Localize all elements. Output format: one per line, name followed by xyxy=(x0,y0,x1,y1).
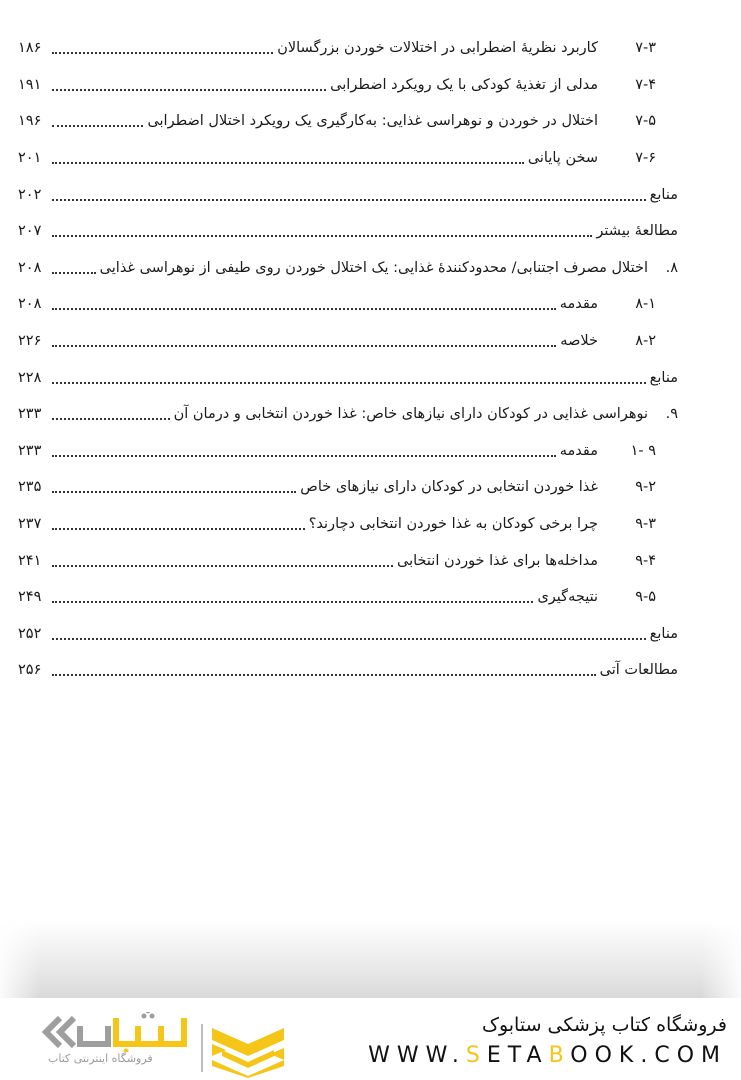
dot-leader xyxy=(52,368,646,388)
toc-entry-number: ۹ -۱ xyxy=(630,442,656,459)
dot-leader xyxy=(52,38,273,58)
toc-entry[interactable] xyxy=(18,542,678,579)
setabook-chevron-logo-icon xyxy=(212,1020,284,1078)
toc-entry[interactable] xyxy=(18,506,678,543)
toc-entry-number: ۷-۴ xyxy=(635,76,656,93)
url-part: OOK.COM xyxy=(570,1043,727,1068)
toc-entry[interactable] xyxy=(18,140,678,177)
toc-entry[interactable] xyxy=(18,213,678,250)
toc-entry-title: مطالعۀ بیشتر xyxy=(596,223,678,240)
toc-entry-title: اختلال در خوردن و نوهراسی غذایی: به‌کارگیری یک رویکرد اختلال اضطرابی xyxy=(147,113,598,130)
toc-entry-title: منابع xyxy=(649,369,678,386)
toc-entry-page: ۲۰۲ xyxy=(18,186,42,203)
toc-chapter-entry[interactable] xyxy=(18,250,678,287)
toc-entry[interactable] xyxy=(18,469,678,506)
toc-entry-number: ۸-۲ xyxy=(635,333,656,350)
footer-banner xyxy=(0,998,741,1080)
dot-leader xyxy=(52,514,305,534)
setabook-wordmark-icon xyxy=(38,1012,188,1052)
dot-leader xyxy=(52,660,596,680)
toc-chapter-number: ۹. xyxy=(665,406,678,423)
toc-entry-title: مقدمه xyxy=(559,442,598,459)
dot-leader xyxy=(52,441,556,461)
url-highlight-b: B xyxy=(548,1043,571,1068)
toc-entry-page: ۲۲۸ xyxy=(18,369,42,386)
toc-entry-title: کاربرد نظریۀ اضطرابی در اختلالات خوردن بزرگسالان xyxy=(277,40,598,57)
toc-entry-title: منابع xyxy=(649,186,678,203)
toc-entry[interactable] xyxy=(18,67,678,104)
toc-entry-page: ۲۳۳ xyxy=(18,406,42,423)
toc-entry-title: خلاصه xyxy=(560,333,598,350)
toc-entry-title: مدلی از تغذیۀ کودکی با یک رویکرد اضطرابی xyxy=(330,76,598,93)
toc-entry-page: ۲۵۲ xyxy=(18,625,42,642)
toc-entry-number: ۷-۵ xyxy=(635,113,656,130)
logo-tagline: فروشگاه اینترنتی کتاب xyxy=(48,1052,153,1065)
toc-entry-number: ۷-۶ xyxy=(635,150,656,167)
dot-leader xyxy=(52,185,646,205)
dot-leader xyxy=(52,331,556,351)
toc-chapter-entry[interactable] xyxy=(18,396,678,433)
toc-entry-title: اختلال مصرف اجتنابی/ محدودکنندۀ غذایی: یک اختلال خوردن روی طیفی از نوهراسی غذایی xyxy=(99,259,648,276)
toc-entry[interactable] xyxy=(18,30,678,67)
toc-entry-number: ۸-۱ xyxy=(635,296,656,313)
dot-leader xyxy=(52,477,296,497)
toc-entry-page: ۲۵۶ xyxy=(18,662,42,679)
toc-entry-page: ۲۳۳ xyxy=(18,442,42,459)
dot-leader xyxy=(52,258,96,278)
toc-entry[interactable] xyxy=(18,176,678,213)
toc-entry-title: مطالعات آتی xyxy=(599,662,678,679)
dot-leader xyxy=(52,111,143,131)
url-highlight-s: S xyxy=(465,1043,487,1068)
toc-entry[interactable] xyxy=(18,579,678,616)
toc-entry[interactable] xyxy=(18,359,678,396)
dot-leader xyxy=(52,404,170,424)
toc-entry-number: ۹-۳ xyxy=(635,516,656,533)
toc-entry-title: نتیجه‌گیری xyxy=(537,589,598,606)
toc-entry[interactable] xyxy=(18,616,678,653)
toc-entry-number: ۹-۴ xyxy=(635,552,656,569)
toc-entry[interactable] xyxy=(18,103,678,140)
url-part: WWW. xyxy=(368,1043,466,1068)
toc-entry-number: ۹-۵ xyxy=(635,589,656,606)
logo-divider xyxy=(201,1024,203,1072)
toc-entry-page: ۲۳۵ xyxy=(18,479,42,496)
toc-entry[interactable] xyxy=(18,323,678,360)
dot-leader xyxy=(52,221,592,241)
toc-entry-number: ۹-۲ xyxy=(635,479,656,496)
toc-entry-title: مقدمه xyxy=(559,296,598,313)
toc-entry-page: ۲۰۱ xyxy=(18,150,42,167)
toc-entry-page: ۲۲۶ xyxy=(18,333,42,350)
dot-leader xyxy=(52,587,533,607)
toc-entry-page: ۱۹۱ xyxy=(18,76,42,93)
dot-leader xyxy=(52,75,326,95)
toc-entry[interactable] xyxy=(18,286,678,323)
dot-leader xyxy=(52,624,646,644)
toc-entry-page: ۲۳۷ xyxy=(18,516,42,533)
toc-entry-title: غذا خوردن انتخابی در کودکان دارای نیازهای خاص xyxy=(300,479,598,496)
toc-entry-title: مداخله‌ها برای غذا خوردن انتخابی xyxy=(397,552,598,569)
store-name: فروشگاه کتاب پزشکی ستابوک xyxy=(481,1014,727,1036)
toc-entry[interactable] xyxy=(18,652,678,689)
dot-leader xyxy=(52,294,556,314)
toc-entry-title: نوهراسی غذایی در کودکان دارای نیازهای خاص: غذا خوردن انتخابی و درمان آن xyxy=(173,406,648,423)
toc-entry-page: ۲۰۷ xyxy=(18,223,42,240)
toc-entry-page: ۲۴۹ xyxy=(18,589,42,606)
toc-entry-title: سخن پایانی xyxy=(527,150,598,167)
toc-entry-title: چرا برخی کودکان به غذا خوردن انتخابی دچارند؟ xyxy=(308,516,598,533)
url-part: ETA xyxy=(486,1043,549,1068)
toc-chapter-number: ۸. xyxy=(665,259,678,276)
toc-entry-page: ۲۴۱ xyxy=(18,552,42,569)
store-branding xyxy=(368,1012,727,1070)
toc-entry-page: ۲۰۸ xyxy=(18,296,42,313)
toc-entry-page: ۱۹۶ xyxy=(18,113,42,130)
table-of-contents xyxy=(18,30,678,689)
toc-entry[interactable] xyxy=(18,433,678,470)
toc-entry-page: ۱۸۶ xyxy=(18,40,42,57)
dot-leader xyxy=(52,148,524,168)
toc-entry-title: منابع xyxy=(649,625,678,642)
page-shadow-divider xyxy=(0,920,741,998)
toc-entry-number: ۷-۳ xyxy=(635,40,656,57)
store-url[interactable] xyxy=(368,1042,727,1070)
setabook-logo[interactable] xyxy=(34,1012,284,1072)
dot-leader xyxy=(52,551,393,571)
toc-entry-page: ۲۰۸ xyxy=(18,259,42,276)
